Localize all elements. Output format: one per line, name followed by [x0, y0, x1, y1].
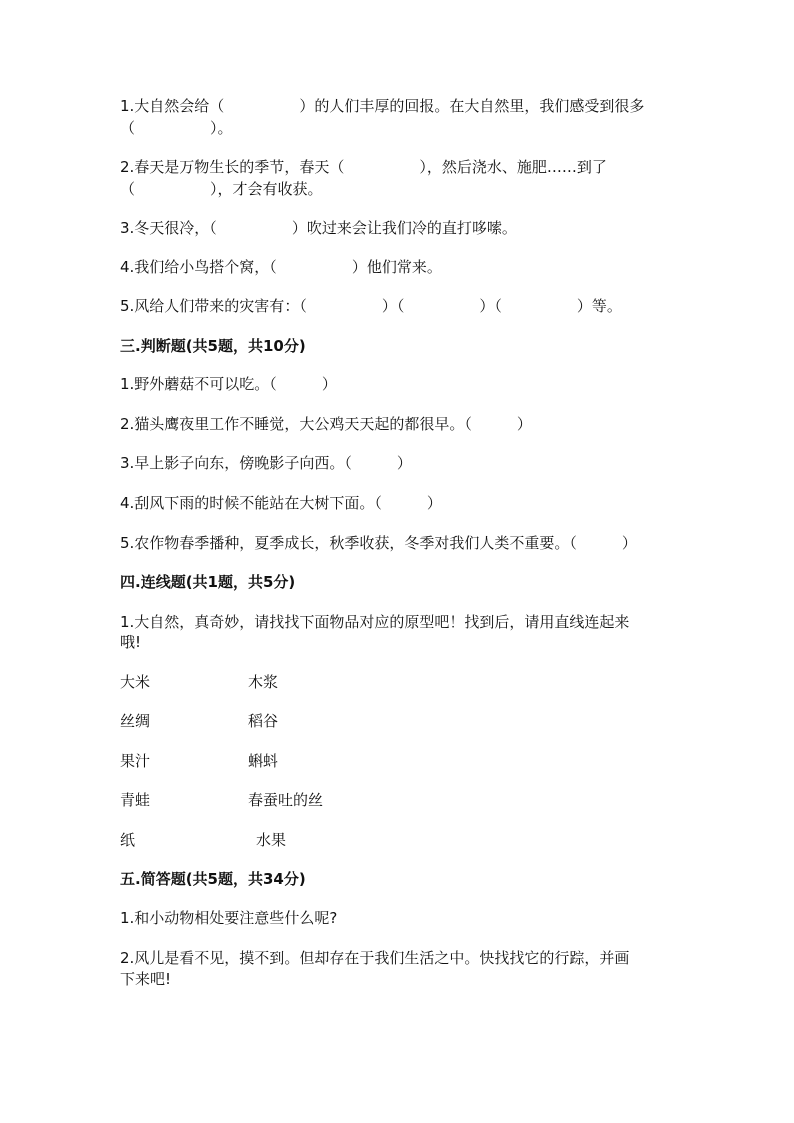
- match-right-item: 春蚕吐的丝: [248, 791, 324, 809]
- short-answer-q2-line1: 2.风儿是看不见，摸不到。但却存在于我们生活之中。快找找它的行踪，并画: [120, 949, 630, 967]
- fill-in-q2-line1: 2.春天是万物生长的季节，春天（ ），然后浇水、施肥……到了: [120, 158, 607, 176]
- fill-in-q5: 5.风给人们带来的灾害有：（ ）（ ）（ ）等。: [120, 297, 622, 315]
- judge-q3: 3.早上影子向东，傍晚影子向西。（ ）: [120, 454, 412, 472]
- match-question-line2: 哦!: [120, 633, 142, 651]
- match-left-item: 丝绸: [120, 712, 151, 730]
- fill-in-q1-line1: 1.大自然会给（ ）的人们丰厚的回报。在大自然里，我们感受到很多: [120, 97, 645, 115]
- section5-heading: 五.简答题(共5题，共34分): [120, 870, 306, 888]
- match-right-item: 水果: [256, 831, 287, 849]
- judge-q5: 5.农作物春季播种，夏季成长，秋季收获，冬季对我们人类不重要。（ ）: [120, 534, 637, 552]
- short-answer-q2-line2: 下来吧!: [120, 970, 172, 988]
- fill-in-q2-line2: （ ），才会有收获。: [120, 180, 323, 198]
- match-right-item: 木浆: [248, 673, 279, 691]
- judge-q2: 2.猫头鹰夜里工作不睡觉，大公鸡天天起的都很早。（ ）: [120, 415, 532, 433]
- match-left-item: 果汁: [120, 752, 151, 770]
- fill-in-q1-line2: （ ）。: [120, 119, 233, 137]
- match-right-item: 稻谷: [248, 712, 279, 730]
- short-answer-q1: 1.和小动物相处要注意些什么呢?: [120, 909, 338, 927]
- match-question-line1: 1.大自然，真奇妙，请找找下面物品对应的原型吧！找到后，请用直线连起来: [120, 613, 630, 631]
- judge-q1: 1.野外蘑菇不可以吃。（ ）: [120, 375, 337, 393]
- fill-in-q3: 3.冬天很冷，（ ）吹过来会让我们冷的直打哆嗦。: [120, 219, 517, 237]
- match-left-item: 纸: [120, 831, 136, 849]
- match-right-item: 蝌蚪: [248, 752, 279, 770]
- match-left-item: 大米: [120, 673, 151, 691]
- section3-heading: 三.判断题(共5题，共10分): [120, 337, 306, 355]
- section4-heading: 四.连线题(共1题，共5分): [120, 573, 296, 591]
- judge-q4: 4.刮风下雨的时候不能站在大树下面。（ ）: [120, 494, 442, 512]
- fill-in-q4: 4.我们给小鸟搭个窝，（ ）他们常来。: [120, 258, 442, 276]
- match-left-item: 青蛙: [120, 791, 151, 809]
